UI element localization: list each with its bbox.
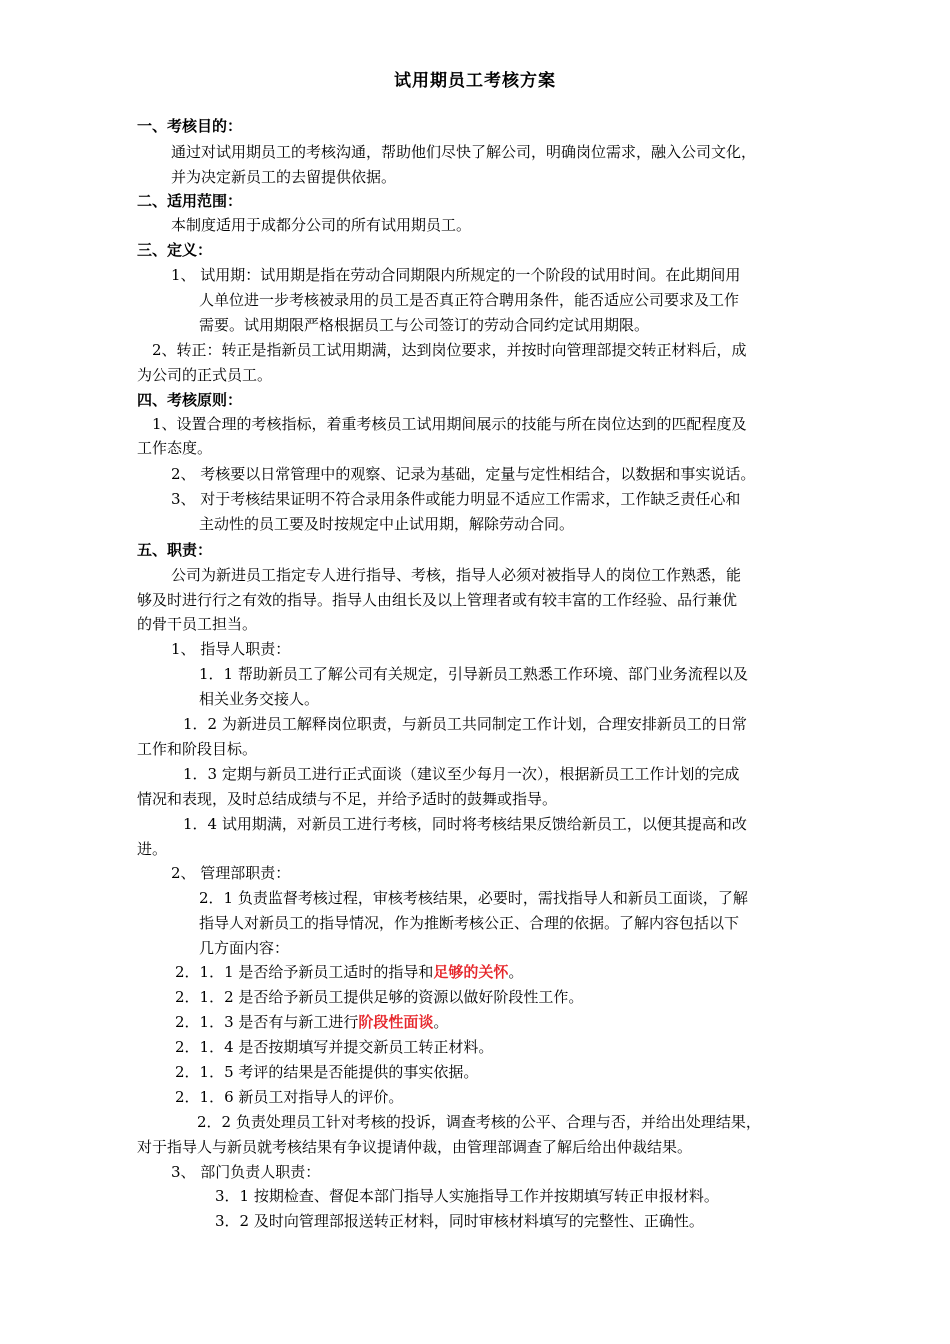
mentor-duty-1-1-line-2: 相关业务交接人。 xyxy=(199,690,320,708)
admin-duties-heading: 2、 管理部职责： xyxy=(171,864,291,882)
principle-3-line-2: 主动性的员工要及时按规定中止试用期，解除劳动合同。 xyxy=(199,515,575,533)
admin-item-2-1-6: 2．1．6 新员工对指导人的评价。 xyxy=(175,1088,404,1106)
admin-item-2-1-4: 2．1．4 是否按期填写并提交新员工转正材料。 xyxy=(175,1038,494,1056)
section-1-heading: 一、考核目的： xyxy=(137,117,243,135)
definition-2-line-2: 为公司的正式员工。 xyxy=(137,366,273,384)
mentor-duty-1-2-line-1: 1．2 为新进员工解释岗位职责，与新员工共同制定工作计划，合理安排新员工的日常 xyxy=(183,715,747,733)
admin-item-2-1-5: 2．1．5 考评的结果是否能提供的事实依据。 xyxy=(175,1063,479,1081)
admin-item-2-1-2: 2．1．2 是否给予新员工提供足够的资源以做好阶段性工作。 xyxy=(175,988,584,1006)
admin-duty-2-2-line-2: 对于指导人与新员就考核结果有争议提请仲裁，由管理部调查了解后给出仲裁结果。 xyxy=(137,1138,693,1156)
section-3-heading: 三、定义： xyxy=(137,241,213,259)
section-1-text-line-1: 通过对试用期员工的考核沟通，帮助他们尽快了解公司，明确岗位需求，融入公司文化， xyxy=(171,143,757,161)
admin-item-2-1-3-text: 2．1．3 是否有与新工进行 xyxy=(175,1013,359,1031)
section-2-heading: 二、适用范围： xyxy=(137,192,243,210)
admin-duty-2-1-line-3: 几方面内容： xyxy=(199,939,290,957)
principle-1-line-1: 1、设置合理的考核指标，着重考核员工试用期间展示的技能与所在岗位达到的匹配程度及 xyxy=(152,415,747,433)
definition-2-line-1: 2、转正：转正是指新员工试用期满，达到岗位要求，并按时向管理部提交转正材料后，成 xyxy=(152,341,747,359)
definition-1-line-2: 人单位进一步考核被录用的员工是否真正符合聘用条件，能否适应公司要求及工作 xyxy=(199,291,740,309)
mentor-duty-1-4-line-2: 进。 xyxy=(137,840,168,858)
section-4-heading: 四、考核原则： xyxy=(137,391,243,409)
dept-head-duties-heading: 3、 部门负责人职责： xyxy=(171,1163,321,1181)
admin-duty-2-2-line-1: 2．2 负责处理员工针对考核的投诉，调查考核的公平、合理与否，并给出处理结果， xyxy=(197,1113,761,1131)
principle-2: 2、 考核要以日常管理中的观察、记录为基础，定量与定性相结合，以数据和事实说话。 xyxy=(171,465,756,483)
mentor-duty-1-2-line-2: 工作和阶段目标。 xyxy=(137,740,258,758)
admin-item-2-1-3 xyxy=(175,1011,448,1033)
duties-intro-line-3: 的骨干员工担当。 xyxy=(137,615,258,633)
principle-3-line-1: 3、 对于考核结果证明不符合录用条件或能力明显不适应工作需求，工作缺乏责任心和 xyxy=(171,490,741,508)
admin-item-2-1-1 xyxy=(175,961,523,983)
definition-1-line-3: 需要。试用期限严格根据员工与公司签订的劳动合同约定试用期限。 xyxy=(199,316,650,334)
dept-head-duty-3-2: 3．2 及时向管理部报送转正材料，同时审核材料填写的完整性、正确性。 xyxy=(215,1212,704,1230)
section-5-heading: 五、职责： xyxy=(137,541,213,559)
document-title: 试用期员工考核方案 xyxy=(394,71,556,91)
highlight-sufficient-care: 足够的关怀 xyxy=(433,963,509,981)
admin-duty-2-1-line-1: 2．1 负责监督考核过程，审核考核结果，必要时，需找指导人和新员工面谈，了解 xyxy=(199,889,748,907)
principle-1-line-2: 工作态度。 xyxy=(137,439,213,457)
definition-1-line-1: 1、 试用期：试用期是指在劳动合同期限内所规定的一个阶段的试用时间。在此期间用 xyxy=(171,266,741,284)
mentor-duty-1-1-line-1: 1．1 帮助新员工了解公司有关规定，引导新员工熟悉工作环境、部门业务流程以及 xyxy=(199,665,748,683)
dept-head-duty-3-1: 3．1 按期检查、督促本部门指导人实施指导工作并按期填写转正申报材料。 xyxy=(215,1187,719,1205)
highlight-periodic-interview: 阶段性面谈 xyxy=(358,1013,434,1031)
admin-item-2-1-3-end: 。 xyxy=(433,1013,449,1031)
mentor-duty-1-4-line-1: 1．4 试用期满，对新员工进行考核，同时将考核结果反馈给新员工，以便其提高和改 xyxy=(183,815,747,833)
section-1-text-line-2: 并为决定新员工的去留提供依据。 xyxy=(171,168,397,186)
duties-intro-line-1: 公司为新进员工指定专人进行指导、考核，指导人必须对被指导人的岗位工作熟悉，能 xyxy=(171,566,742,584)
mentor-duties-heading: 1、 指导人职责： xyxy=(171,640,291,658)
admin-duty-2-1-line-2: 指导人对新员工的指导情况，作为推断考核公正、合理的依据。了解内容包括以下 xyxy=(199,914,740,932)
mentor-duty-1-3-line-1: 1．3 定期与新员工进行正式面谈（建议至少每月一次），根据新员工工作计划的完成 xyxy=(183,765,740,783)
section-2-text: 本制度适用于成都分公司的所有试用期员工。 xyxy=(171,216,472,234)
duties-intro-line-2: 够及时进行行之有效的指导。指导人由组长及以上管理者或有较丰富的工作经验、品行兼优 xyxy=(137,591,738,609)
admin-item-2-1-1-text: 2．1．1 是否给予新员工适时的指导和 xyxy=(175,963,434,981)
mentor-duty-1-3-line-2: 情况和表现，及时总结成绩与不足，并给予适时的鼓舞或指导。 xyxy=(137,790,558,808)
admin-item-2-1-1-end: 。 xyxy=(508,963,524,981)
